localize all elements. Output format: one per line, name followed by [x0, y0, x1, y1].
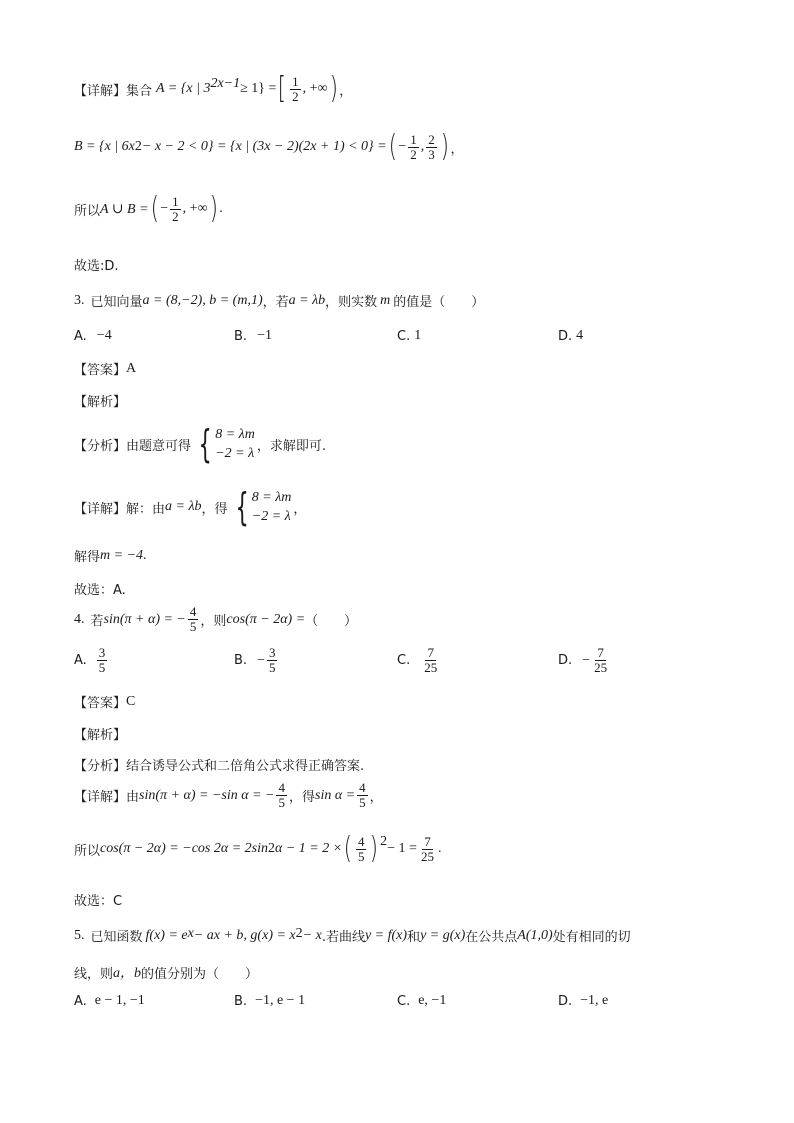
punct: . — [219, 201, 223, 216]
fenxi-label: 【分析】 — [74, 438, 127, 454]
stem-text: 已知函数 — [90, 930, 143, 945]
stem-text: .若曲线 — [321, 930, 365, 945]
q4-option-c: C. $\frac{7}{25}$ — [397, 645, 438, 675]
solve-expr: m = −4 — [100, 547, 144, 563]
detail-text: 由 — [126, 790, 140, 805]
question-number: 3. — [74, 292, 85, 308]
so-expr: − 1 = — [387, 841, 417, 856]
q2-choice: 故选:D. — [74, 259, 119, 274]
stem-text: 的值是（ ） — [393, 295, 485, 310]
detail-text: ，得 — [288, 790, 315, 805]
variables-ab: a，b — [113, 966, 142, 981]
stem-expr: cos(π − 2α) = — [226, 611, 306, 627]
stem-expr: sin(π + α) = − — [103, 611, 186, 627]
function-g: − ax + b, g(x) = x — [193, 927, 296, 943]
question-number: 4. — [74, 611, 85, 627]
q3-option-a: A. −4 — [74, 328, 112, 344]
detail-text: 解：由 — [126, 501, 166, 517]
paren-open: ( — [150, 191, 159, 226]
q4-analysis-label: 【解析】 — [74, 728, 127, 743]
q3-solve — [74, 546, 147, 565]
so-expr: cos(π − 2α) = −cos 2α = 2sin — [100, 841, 269, 856]
q4-stem — [74, 605, 357, 634]
q5-option-b: B. −1, e − 1 — [234, 993, 306, 1009]
q3-answer — [74, 359, 136, 378]
bracket-open: [ — [278, 71, 287, 106]
q4-fenxi — [74, 755, 364, 774]
detail-expr: sin(π + α) = −sin α = − — [139, 787, 275, 803]
union-tail: , +∞ — [182, 201, 208, 216]
set-b-expr: B = {x | 6x — [74, 139, 135, 154]
paren-open: ( — [388, 129, 397, 164]
q4-detail — [74, 781, 383, 810]
q4-option-a: A. $\frac{3}{5}$ — [74, 645, 106, 675]
set-a-expr: A = {x | 3 — [156, 81, 211, 96]
set-b-fraction-1: $\frac{1}{2}$ — [410, 131, 417, 162]
so-fraction-2: $\frac{7}{25}$ — [420, 833, 434, 864]
fenxi-label: 【分析】 — [74, 759, 127, 774]
detail-label: 【详解】 — [74, 83, 127, 99]
stem-text: ，则 — [200, 614, 227, 629]
detail-label: 【详解】 — [74, 501, 127, 517]
set-a-ineq: ≥ 1} = — [240, 81, 277, 96]
q4-option-d: D. − $\frac{7}{25}$ — [558, 645, 608, 675]
paren-close: ) — [370, 831, 379, 866]
q3-analysis-label: 【解析】 — [74, 395, 127, 410]
detail-text: ，得 — [201, 501, 228, 517]
solve-text: 解得 — [74, 550, 101, 565]
punct: ， — [450, 141, 464, 157]
q4-option-b: B. − $\frac{3}{5}$ — [234, 645, 276, 675]
so-text: 所以 — [74, 843, 101, 859]
stem-text: 已知向量 — [90, 295, 143, 310]
q5-stem: 5. 已知函数 f(x) = e x − ax + b, g(x) = x 2 − x .若曲线 y = f(x) 和 y = g(x) 在公共点 A(1,0) 处有相同的切 — [74, 926, 631, 945]
q4-answer — [74, 692, 135, 711]
q5-option-d: D. −1, e — [558, 993, 609, 1009]
stem-text: 的值分别为（ ） — [141, 966, 259, 982]
curve-f: y = f(x) — [364, 927, 408, 943]
set-a-fraction: $\frac{1}{2}$ — [292, 73, 299, 104]
paren-open: ( — [343, 831, 353, 866]
stem-fraction: $\frac{4}{5}$ — [189, 604, 197, 634]
q5-stem-line2 — [74, 962, 258, 982]
so-expr: α − 1 = 2 × — [275, 841, 343, 856]
q4-choice: 故选：C — [74, 894, 123, 909]
punct: . — [143, 547, 147, 563]
union-lead: 所以 — [74, 203, 101, 219]
detail-expr: sin α = — [315, 787, 356, 803]
answer-value: A — [126, 360, 137, 376]
set-b-mid: − x − 2 < 0} = {x | (3x − 2)(2x + 1) < 0} = — [141, 139, 387, 154]
q3-option-d: D. 4 — [558, 328, 584, 344]
detail-text: 集合 — [126, 83, 153, 99]
stem-text: 处有相同的切 — [552, 930, 631, 945]
q3-detail — [74, 485, 307, 529]
set-a-exponent: 2x−1 — [210, 76, 241, 91]
variable-m: m — [380, 292, 391, 308]
answer-label: 【答案】 — [74, 363, 127, 378]
vector-relation: a = λb — [288, 292, 326, 308]
union-fraction: $\frac{1}{2}$ — [172, 193, 179, 224]
q5-option-a: A. e − 1, −1 — [74, 993, 145, 1009]
equation-system: { 8 = λm −2 = λ — [235, 485, 292, 529]
stem-text: 若 — [90, 614, 104, 629]
paren-close: ) — [440, 129, 449, 164]
fenxi-text: ，求解即可. — [256, 438, 326, 454]
q2-set-b-line: B = {x | 6x 2 − x − 2 < 0} = {x | (3x − 2)(2x + 1) < 0} = ( − $\frac{1}{2}$ , $\frac{2}{3}$ ) ， — [74, 129, 464, 164]
stem-text: ，则实数 — [325, 295, 378, 310]
q3-stem — [74, 291, 484, 310]
so-fraction-1: $\frac{4}{5}$ — [357, 833, 365, 864]
equation-system: { 8 = λm −2 = λ — [198, 422, 255, 466]
vector-relation: a = λb — [165, 499, 202, 514]
paren-close: ) — [209, 191, 218, 226]
paren-close: ) — [329, 71, 338, 106]
punct: ， — [339, 83, 353, 99]
question-number: 5. — [74, 927, 85, 943]
set-b-fraction-2: $\frac{2}{3}$ — [428, 131, 435, 162]
stem-text: 线，则 — [74, 966, 114, 982]
q2-union-line: 所以 A ∪ B = ( − $\frac{1}{2}$ , +∞ ) . — [74, 191, 223, 226]
stem-text: 和 — [407, 930, 421, 945]
union-expr: A ∪ B = — [100, 201, 149, 217]
punct: . — [437, 841, 442, 856]
q3-option-b: B. −1 — [234, 328, 272, 344]
detail-fraction-2: $\frac{4}{5}$ — [359, 780, 366, 810]
function-f: f(x) = e — [145, 927, 188, 943]
q2-detail-line — [74, 71, 353, 106]
stem-text: ，若 — [262, 295, 289, 310]
answer-value: C — [126, 693, 136, 709]
point-a: A(1,0) — [517, 927, 553, 943]
stem-text: （ ） — [305, 614, 358, 629]
detail-fraction-1: $\frac{4}{5}$ — [278, 780, 285, 810]
set-a-tail: , +∞ — [302, 81, 328, 96]
curve-g: y = g(x) — [420, 927, 466, 943]
fenxi-text: 结合诱导公式和二倍角公式求得正确答案. — [126, 759, 365, 774]
q5-option-c: C. e, −1 — [397, 993, 447, 1009]
answer-label: 【答案】 — [74, 696, 127, 711]
q3-choice: 故选：A. — [74, 583, 126, 598]
fenxi-text: 由题意可得 — [126, 438, 192, 454]
stem-text: 在公共点 — [465, 930, 518, 945]
function-g-tail: − x — [302, 927, 322, 943]
q4-so: 所以 cos(π − 2α) = −cos 2α = 2sin 2 α − 1 = 2 × ( $\frac{4}{5}$ ) 2 − 1 = $\frac{7}{25}$ . — [74, 831, 442, 866]
detail-label: 【详解】 — [74, 790, 127, 805]
q3-fenxi — [74, 422, 326, 466]
punct: ， — [293, 501, 307, 517]
punct: ， — [369, 790, 383, 805]
vector-expr: a = (8,−2), b = (m,1) — [142, 292, 263, 308]
q3-option-c: C. 1 — [397, 328, 422, 344]
